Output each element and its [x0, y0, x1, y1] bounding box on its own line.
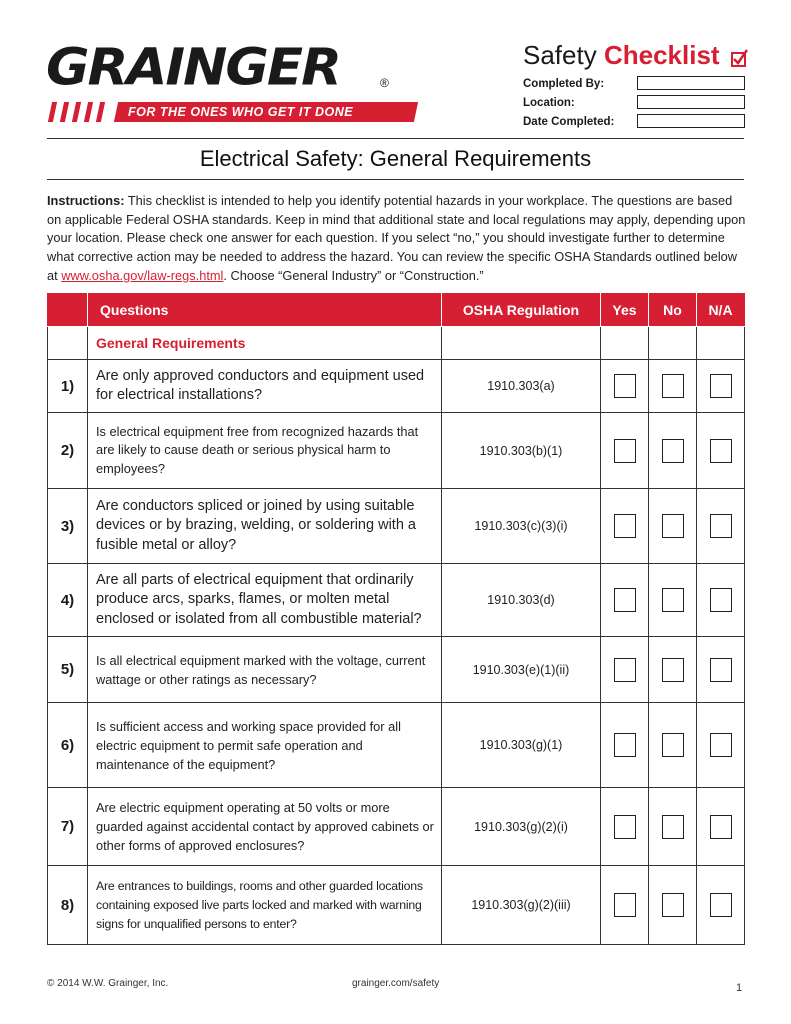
row-number: 4) — [48, 564, 88, 637]
yes-checkbox[interactable] — [614, 588, 636, 612]
table-header-row — [48, 294, 745, 327]
section-title: General Requirements — [88, 327, 442, 360]
page-number: 1 — [736, 982, 743, 994]
yes-checkbox[interactable] — [614, 733, 636, 757]
checkbox-checked-icon — [731, 49, 749, 67]
na-checkbox[interactable] — [710, 658, 732, 682]
table-row — [48, 788, 745, 866]
section-row — [48, 327, 745, 360]
instructions-tail: . Choose “General Industry” or “Construction.” — [223, 267, 484, 283]
title-checklist: Checklist — [603, 40, 720, 70]
footer-url[interactable]: grainger.com/safety — [352, 978, 440, 989]
row-number: 7) — [48, 788, 88, 866]
section-no-cell — [649, 327, 697, 360]
page-title: Electrical Safety: General Requirements — [199, 146, 592, 171]
na-checkbox[interactable] — [710, 815, 732, 839]
table-row — [48, 489, 745, 564]
section-yes-cell — [601, 327, 649, 360]
logo-tagline-bar — [114, 102, 418, 122]
header-yes: Yes — [601, 294, 649, 327]
instructions-label: Instructions: — [47, 193, 125, 208]
section-regulation-cell — [442, 327, 601, 360]
na-checkbox[interactable] — [710, 733, 732, 757]
question-text: Are conductors spliced or joined by using suitable devices or by brazing, welding, or soldering with a fusible metal or alloy? — [88, 489, 442, 564]
header-regulation: OSHA Regulation — [442, 294, 601, 327]
no-checkbox[interactable] — [662, 514, 684, 538]
yes-checkbox[interactable] — [614, 374, 636, 398]
divider-top — [47, 138, 744, 139]
location-row — [523, 93, 745, 112]
header-number — [48, 294, 88, 327]
regulation-text: 1910.303(g)(2)(i) — [442, 788, 601, 866]
date-completed-field[interactable] — [637, 114, 745, 128]
regulation-text: 1910.303(g)(2)(iii) — [442, 866, 601, 945]
row-number: 8) — [48, 866, 88, 945]
osha-link[interactable]: www.osha.gov/law-regs.html — [61, 267, 224, 283]
date-completed-row — [523, 112, 745, 131]
grainger-logo — [46, 40, 396, 130]
safety-checklist-title — [523, 40, 749, 71]
table-row — [48, 413, 745, 489]
na-checkbox[interactable] — [710, 439, 732, 463]
yes-checkbox[interactable] — [614, 514, 636, 538]
table-row — [48, 866, 745, 945]
completed-by-row — [523, 74, 745, 93]
completion-fields — [523, 74, 745, 131]
regulation-text: 1910.303(c)(3)(i) — [442, 489, 601, 564]
table-row — [48, 637, 745, 703]
header-questions: Questions — [88, 294, 442, 327]
header-na: N/A — [697, 294, 745, 327]
question-text: Are all parts of electrical equipment that ordinarily produce arcs, sparks, flames, or molten metal enclosed or isolated from all combustible material? — [88, 564, 442, 637]
logo-tagline: FOR THE ONES WHO GET IT DONE — [128, 105, 354, 119]
na-checkbox[interactable] — [710, 588, 732, 612]
divider-title — [47, 179, 744, 180]
logo-registered-mark: ® — [380, 76, 389, 90]
yes-checkbox[interactable] — [614, 893, 636, 917]
na-checkbox[interactable] — [710, 374, 732, 398]
question-text: Is electrical equipment free from recognized hazards that are likely to cause death or serious physical harm to employees? — [88, 413, 442, 489]
title-safety: Safety — [523, 40, 597, 70]
section-na-cell — [697, 327, 745, 360]
row-number: 3) — [48, 489, 88, 564]
regulation-text: 1910.303(e)(1)(ii) — [442, 637, 601, 703]
location-field[interactable] — [637, 95, 745, 109]
question-text: Are only approved conductors and equipment used for electrical installations? — [88, 360, 442, 413]
no-checkbox[interactable] — [662, 374, 684, 398]
logo-stripes — [48, 102, 110, 122]
completed-by-label: Completed By: — [523, 78, 605, 90]
row-number: 1) — [48, 360, 88, 413]
regulation-text: 1910.303(g)(1) — [442, 703, 601, 788]
table-row — [48, 564, 745, 637]
question-text: Are entrances to buildings, rooms and other guarded locations containing exposed live parts locked and marked with warning signs for unqualified persons to enter? — [88, 866, 442, 945]
no-checkbox[interactable] — [662, 439, 684, 463]
regulation-text: 1910.303(d) — [442, 564, 601, 637]
logo-wordmark: GRAINGER — [46, 39, 340, 97]
location-label: Location: — [523, 97, 575, 109]
regulation-text: 1910.303(a) — [442, 360, 601, 413]
no-checkbox[interactable] — [662, 588, 684, 612]
footer-copyright: © 2014 W.W. Grainger, Inc. — [47, 978, 169, 989]
date-completed-label: Date Completed: — [523, 116, 615, 128]
question-text: Are electric equipment operating at 50 volts or more guarded against accidental contact by approved cabinets or other forms of approved enclosures? — [88, 788, 442, 866]
completed-by-field[interactable] — [637, 76, 745, 90]
header-no: No — [649, 294, 697, 327]
row-number: 2) — [48, 413, 88, 489]
checklist-table — [47, 293, 745, 945]
row-number: 5) — [48, 637, 88, 703]
yes-checkbox[interactable] — [614, 439, 636, 463]
instructions — [47, 192, 747, 286]
yes-checkbox[interactable] — [614, 658, 636, 682]
na-checkbox[interactable] — [710, 893, 732, 917]
table-row — [48, 703, 745, 788]
row-number: 6) — [48, 703, 88, 788]
yes-checkbox[interactable] — [614, 815, 636, 839]
na-checkbox[interactable] — [710, 514, 732, 538]
question-text: Is all electrical equipment marked with the voltage, current wattage or other ratings as necessary? — [88, 637, 442, 703]
no-checkbox[interactable] — [662, 733, 684, 757]
regulation-text: 1910.303(b)(1) — [442, 413, 601, 489]
no-checkbox[interactable] — [662, 658, 684, 682]
section-number-cell — [48, 327, 88, 360]
no-checkbox[interactable] — [662, 893, 684, 917]
question-text: Is sufficient access and working space provided for all electric equipment to permit safe operation and maintenance of the equipment? — [88, 703, 442, 788]
no-checkbox[interactable] — [662, 815, 684, 839]
table-row — [48, 360, 745, 413]
instructions-body: This checklist is intended to help you identify potential hazards in your workplace. The questions are based on applicable Federal OSHA standards. Keep in mind that additional state and local regulations may apply, depending upon your location. Please check one answer for each question. If you select “no,” you should investigate further to determine what corrective action may be needed to address the hazard. You can review the specific OSHA Standards outlined below at — [47, 193, 746, 283]
